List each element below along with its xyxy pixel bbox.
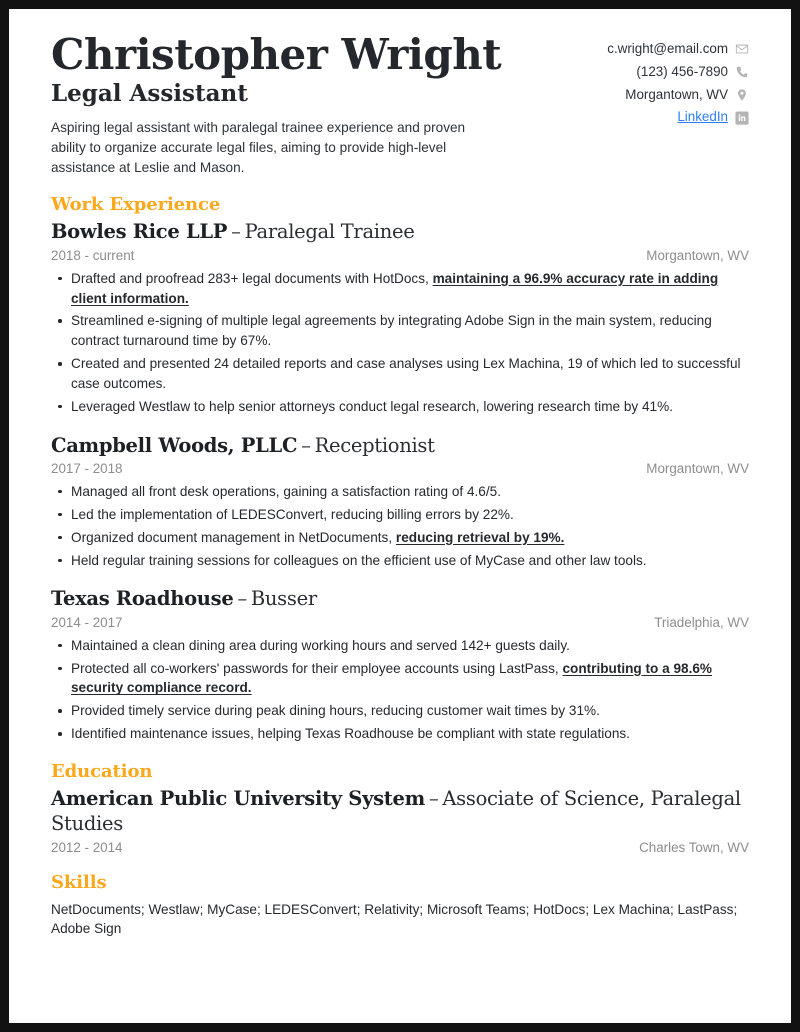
contact-location-value: Morgantown, WV — [625, 86, 728, 102]
work-entry — [51, 586, 749, 744]
bullet-highlight: maintaining a 96.9% accuracy rate in adding client information. — [71, 270, 719, 306]
bullet-text: Streamlined e-signing of multiple legal agreements by integrating Adobe Sign in the main system, reducing contract turnaround time by 67%. — [71, 313, 712, 349]
entry-bullet-list — [51, 482, 749, 570]
location-pin-icon — [735, 88, 749, 102]
bullet-text: Provided timely service during peak dining hours, reducing customer wait times by 31%. — [71, 703, 600, 719]
entry-heading — [51, 586, 749, 611]
contact-list — [607, 33, 749, 128]
section-work-experience — [51, 194, 749, 744]
bullet-text: Organized document management in NetDocuments, — [71, 529, 396, 545]
list-item — [51, 659, 749, 699]
education-entry — [51, 786, 749, 855]
entry-role: Receptionist — [314, 433, 435, 457]
list-item — [51, 701, 749, 721]
bullet-text: Maintained a clean dining area during working hours and served 142+ guests daily. — [71, 637, 570, 653]
list-item — [51, 724, 749, 744]
skills-list: NetDocuments; Westlaw; MyCase; LEDESConvert; Relativity; Microsoft Teams; HotDocs; Lex Machina; LastPass; Adobe Sign — [51, 901, 738, 937]
list-item — [51, 528, 749, 548]
bullet-text: Drafted and proofread 283+ legal documents with HotDocs, — [71, 270, 433, 286]
envelope-icon — [735, 42, 749, 56]
list-item — [51, 311, 749, 351]
phone-icon — [735, 65, 749, 79]
entry-separator: – — [237, 587, 247, 611]
entry-organization: American Public University System — [51, 786, 425, 810]
entry-heading — [51, 219, 749, 244]
contact-email-value: c.wright@email.com — [607, 41, 728, 56]
entry-dates: 2017 - 2018 — [51, 460, 123, 476]
work-entry — [51, 433, 749, 571]
professional-summary: Aspiring legal assistant with paralegal trainee experience and proven ability to organize accurate legal files, aiming to provide high-level assistance at Leslie and Mason. — [51, 120, 466, 175]
entry-location: Morgantown, WV — [646, 247, 749, 263]
header-identity — [51, 30, 607, 177]
bullet-text: Protected all co-workers' passwords for their employee accounts using LastPass, — [71, 660, 563, 676]
bullet-text: Led the implementation of LEDESConvert, reducing billing errors by 22%. — [71, 506, 514, 522]
entry-organization: Bowles Rice LLP — [51, 220, 228, 244]
bullet-text: Leveraged Westlaw to help senior attorneys conduct legal research, lowering research time by 41%. — [71, 398, 673, 414]
list-item — [51, 397, 749, 417]
list-item — [51, 354, 749, 394]
contact-phone-value: (123) 456-7890 — [636, 63, 728, 79]
bullet-highlight: reducing retrieval by 19%. — [395, 529, 565, 545]
contact-item-phone — [636, 62, 749, 83]
contact-item-email — [607, 39, 749, 60]
list-item — [51, 636, 749, 656]
entry-meta — [51, 840, 749, 855]
page-title: Christopher Wright — [51, 30, 502, 79]
entry-separator: – — [428, 786, 439, 810]
linkedin-link[interactable]: LinkedIn — [677, 109, 728, 125]
bullet-highlight: contributing to a 98.6% security compliance record. — [71, 660, 712, 696]
section-title-skills: Skills — [51, 871, 107, 893]
entry-bullet-list — [51, 269, 749, 417]
entry-meta — [51, 248, 749, 263]
bullet-text: Managed all front desk operations, gaining a satisfaction rating of 4.6/5. — [71, 483, 501, 499]
entry-meta — [51, 461, 749, 476]
contact-item-linkedin[interactable] — [677, 107, 749, 128]
entry-separator: – — [301, 433, 311, 457]
entry-dates: 2012 - 2014 — [51, 839, 123, 855]
entry-bullet-list — [51, 636, 749, 744]
list-item — [51, 505, 749, 525]
section-education — [51, 761, 749, 855]
contact-item-location — [625, 85, 749, 106]
entry-organization: Campbell Woods, PLLC — [51, 433, 298, 457]
linkedin-icon — [735, 111, 749, 125]
entry-heading — [51, 433, 749, 458]
entry-role: Paralegal Trainee — [244, 220, 415, 244]
work-entry — [51, 219, 749, 416]
entry-organization: Texas Roadhouse — [51, 587, 234, 611]
entry-meta — [51, 615, 749, 630]
section-skills — [51, 872, 749, 940]
entry-location: Charles Town, WV — [639, 839, 749, 855]
entry-location: Triadelphia, WV — [654, 614, 749, 630]
entry-degree: Associate of Science, Paralegal Studies — [51, 786, 741, 836]
list-item — [51, 482, 749, 502]
entry-heading — [51, 786, 749, 837]
bullet-text: Created and presented 24 detailed reports and case analyses using Lex Machina, 19 of which led to successful case outcomes. — [71, 356, 741, 391]
section-title-work-experience: Work Experience — [51, 194, 221, 216]
entry-dates: 2014 - 2017 — [51, 614, 123, 630]
bullet-text: Identified maintenance issues, helping Texas Roadhouse be compliant with state regulations. — [71, 726, 630, 742]
entry-dates: 2018 - current — [51, 247, 135, 263]
bullet-text: Held regular training sessions for colleagues on the efficient use of MyCase and other law tools. — [71, 552, 647, 568]
entry-separator: – — [231, 220, 241, 244]
job-title: Legal Assistant — [51, 79, 248, 107]
entry-location: Morgantown, WV — [646, 460, 749, 476]
list-item — [51, 551, 749, 571]
list-item — [51, 269, 749, 309]
resume-header — [51, 30, 749, 177]
section-title-education: Education — [51, 760, 153, 782]
entry-role: Busser — [250, 587, 317, 611]
